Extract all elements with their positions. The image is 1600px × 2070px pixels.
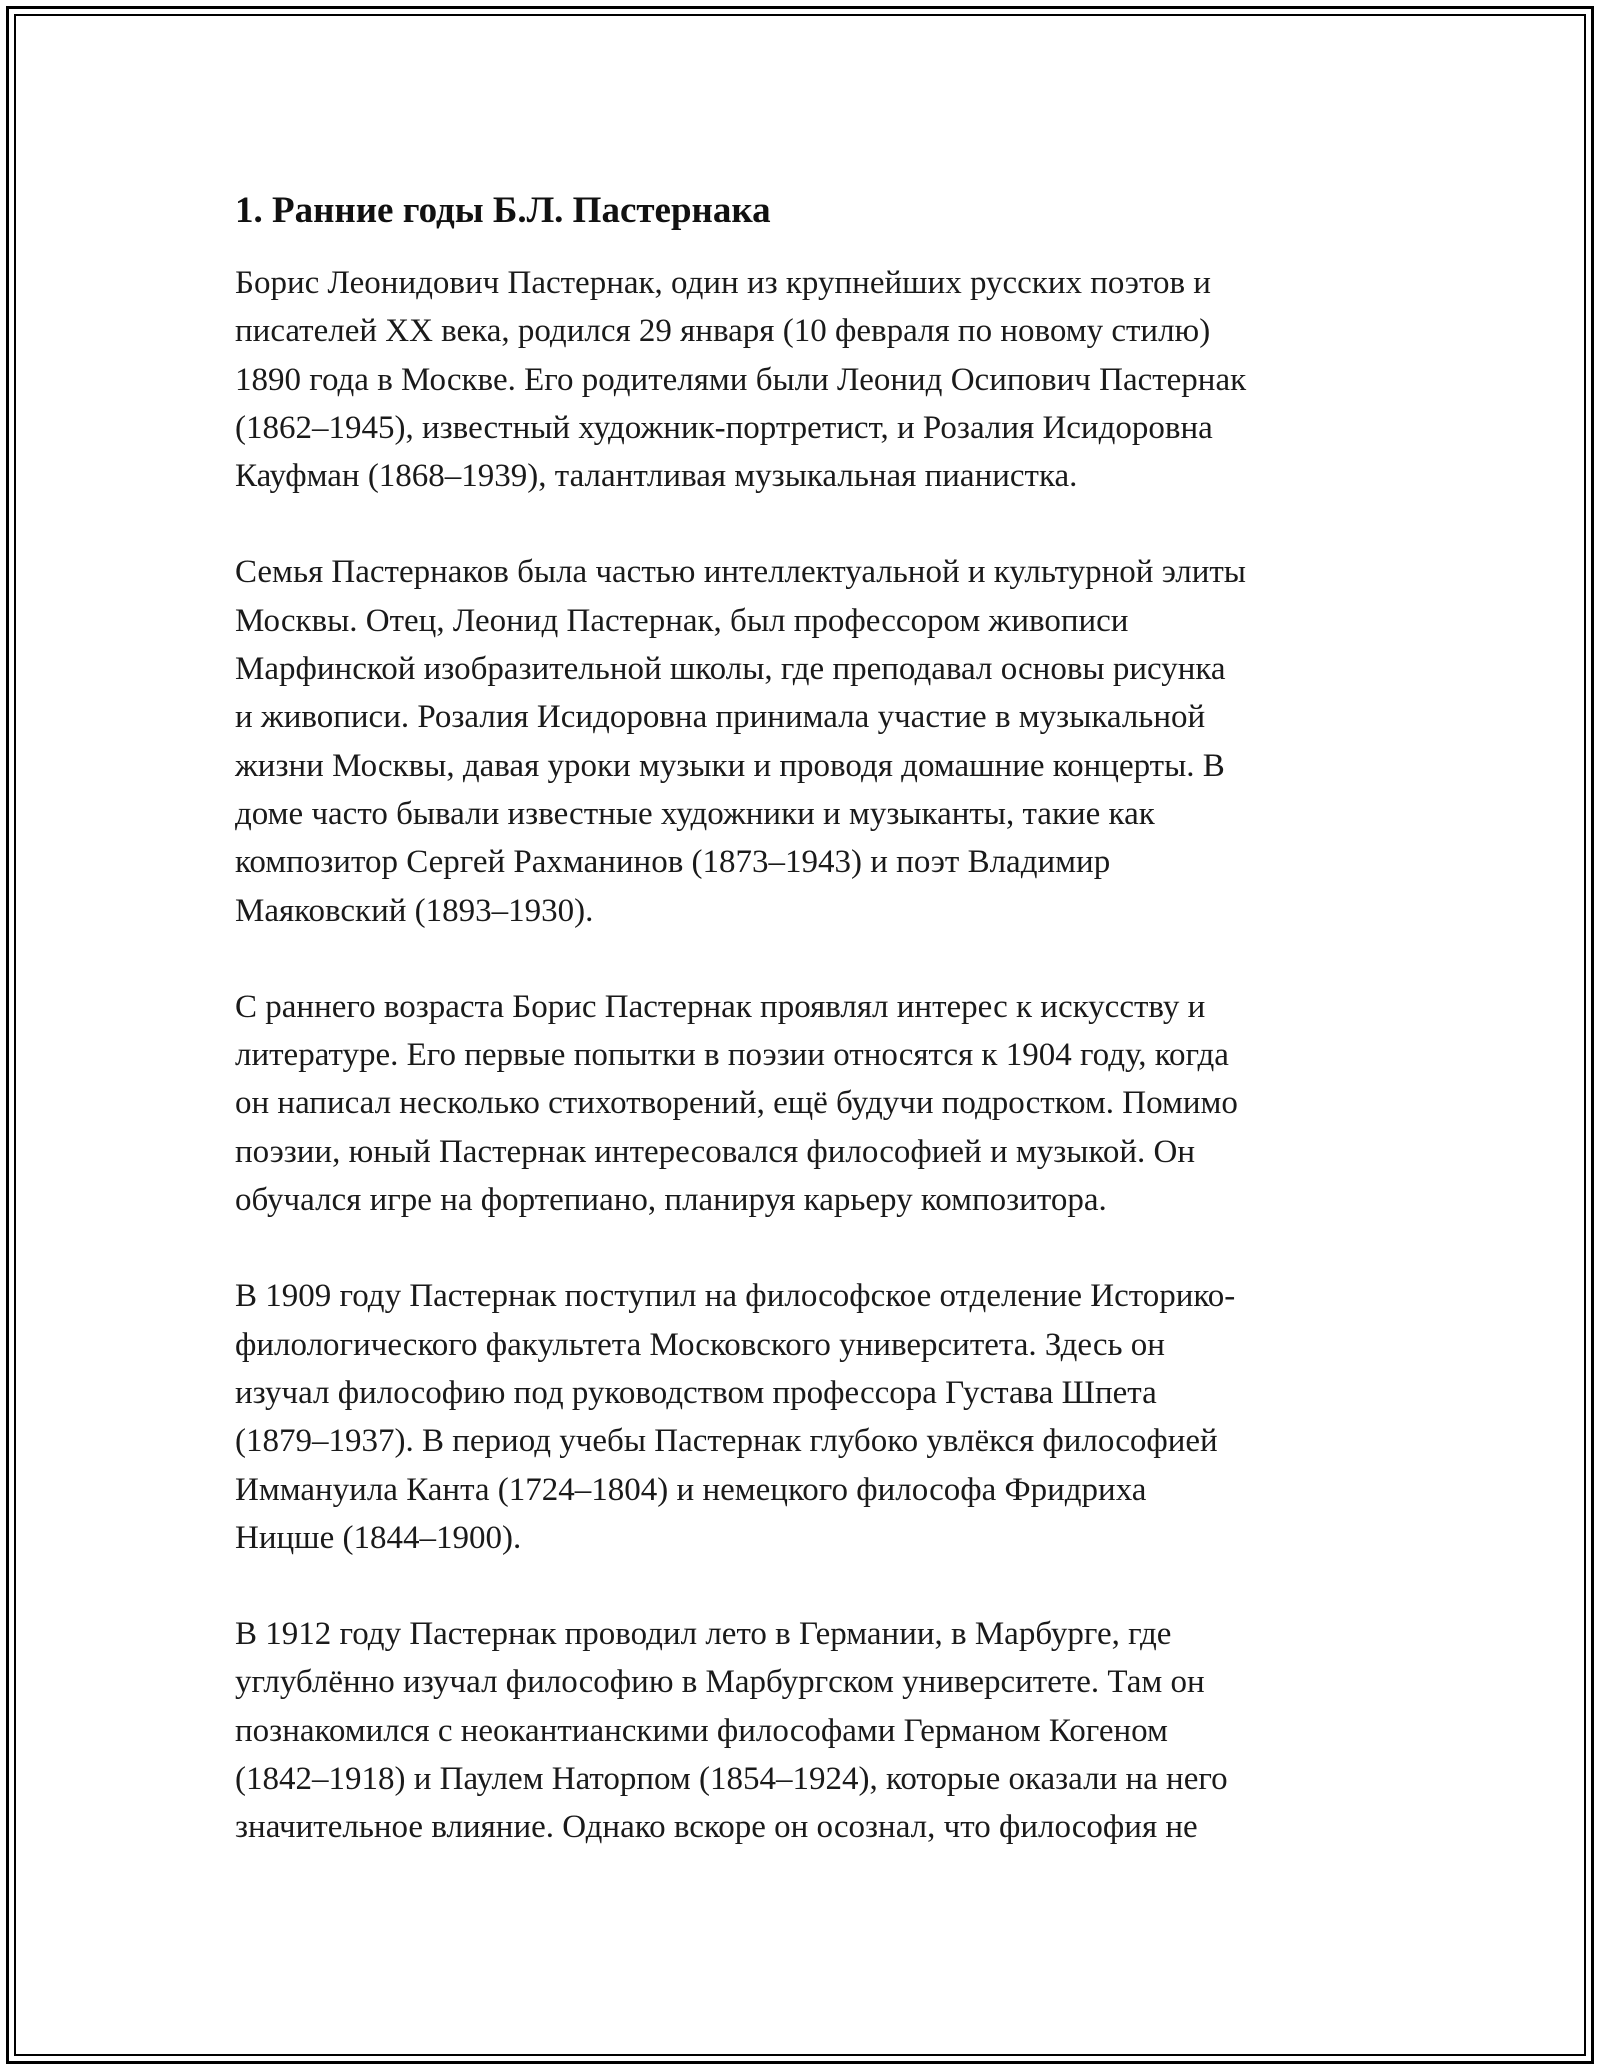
paragraph-5: В 1912 году Пастернак проводил лето в Германии, в Марбурге, где углублённо изучал философию в Марбургском университете. Там он познакомился с неокантианскими философами Германом Когеном (1842–1918) и Паулем Наторпом (1854–1924), которые оказали на него значительное влияние. Однако вскоре он осознал, что философия не [235,1616,1228,1846]
paragraph-4: В 1909 году Пастернак поступил на философское отделение Историко- филологического факультета Московского университета. Здесь он изучал философию под руководством профессора Густава Шпета (1879–1937). В период учебы Пастернак глубоко увлёкся философией Иммануила Канта (1724–1804) и немецкого философа Фридриха Ницше (1844–1900). [235,1278,1236,1556]
document-body [235,185,1375,1900]
paragraph-1: Борис Леонидович Пастернак, один из крупнейших русских поэтов и писателей XX века, родился 29 января (10 февраля по новому стилю) 1890 года в Москве. Его родителями были Леонид Осипович Пастернак (1862–1945), известный художник-портретист, и Розалия Исидоровна Кауфман (1868–1939), талантливая музыкальная пианистка. [235,265,1247,495]
paragraph-2: Семья Пастернаков была частью интеллектуальной и культурной элиты Москвы. Отец, Леонид Пастернак, был профессором живописи Марфинской изобразительной школы, где преподавал основы рисунка и живописи. Розалия Исидоровна принимала участие в музыкальной жизни Москвы, давая уроки музыки и проводя домашние концерты. В доме часто бывали известные художники и музыканты, такие как композитор Сергей Рахманинов (1873–1943) и поэт Владимир Маяковский (1893–1930). [235,554,1246,929]
section-heading: 1. Ранние годы Б.Л. Пастернака [235,190,771,231]
paragraph-3: С раннего возраста Борис Пастернак проявлял интерес к искусству и литературе. Его первые попытки в поэзии относятся к 1904 году, когда он написал несколько стихотворений, ещё будучи подростком. Помимо поэзии, юный Пастернак интересовался философией и музыкой. Он обучался игре на фортепиано, планируя карьеру композитора. [235,988,1238,1219]
